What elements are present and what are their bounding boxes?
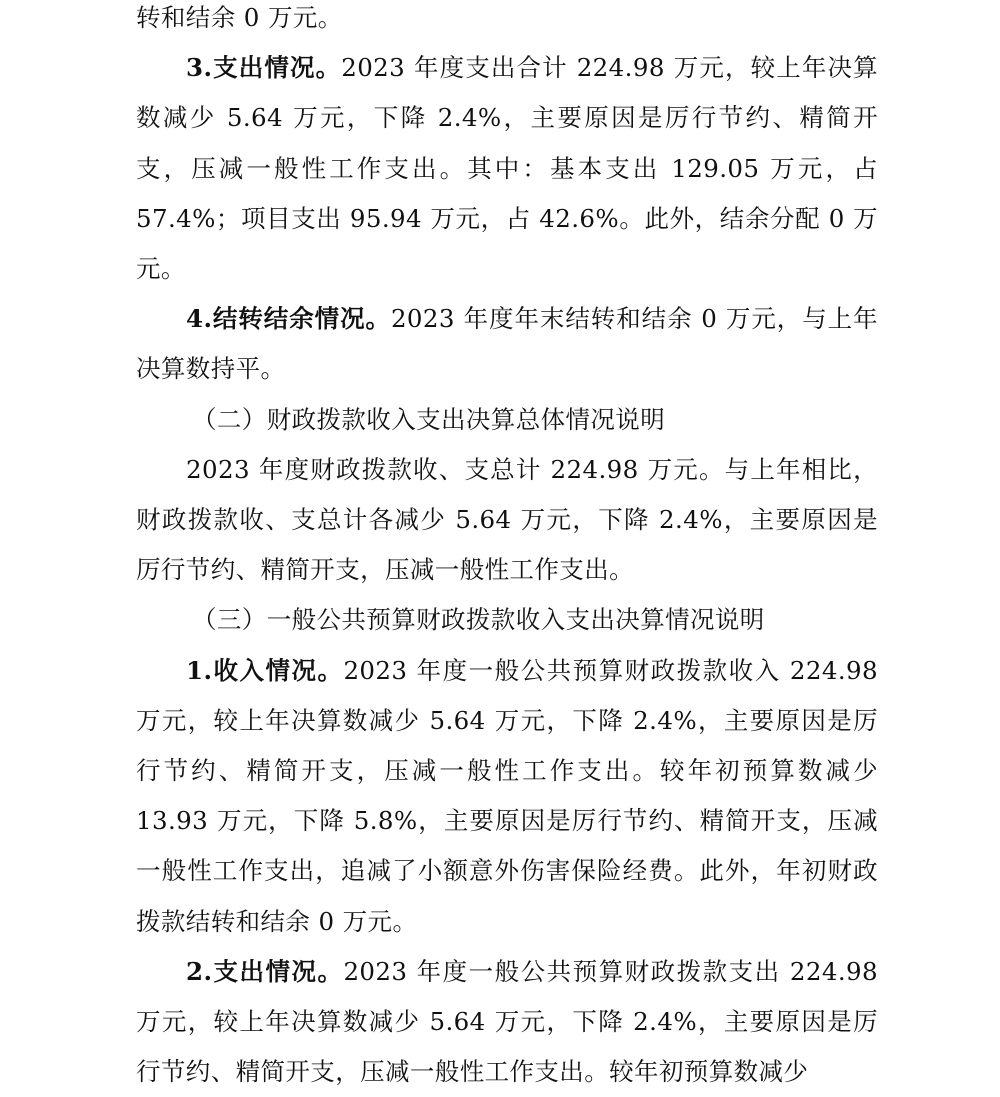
paragraph-general-expenditure [136, 947, 878, 1097]
paragraph-text: 2023 年度一般公共预算财政拨款收入 224.98 万元，较上年决算数减少 5.64 万元，下降 2.4%，主要原因是厉行节约、精简开支，压减一般性工作支出。较年初预算数减少 13.93 万元，下降 5.8%，主要原因是厉行节约、精简开支，压减一般性工作支出，追减了小额意外伤害保险经费。此外，年初财政拨款结转和结余 0 万元。 [136, 655, 878, 936]
paragraph-lead: 1.收入情况。 [186, 655, 344, 685]
section-heading-text: （三）一般公共预算财政拨款收入支出决算情况说明 [192, 605, 765, 635]
paragraph-lead: 4.结转结余情况。 [186, 304, 391, 334]
paragraph-text: 2023 年度一般公共预算财政拨款支出 224.98 万元，较上年决算数减少 5.64 万元，下降 2.4%，主要原因是厉行节约、精简开支，压减一般性工作支出。较年初预算数减少 [136, 956, 878, 1087]
paragraph-lead: 3.支出情况。 [186, 53, 342, 83]
paragraph-text: 2023 年度财政拨款收、支总计 224.98 万元。与上年相比，财政拨款收、支总计各减少 5.64 万元，下降 2.4%，主要原因是厉行节约、精简开支，压减一般性工作支出。 [136, 454, 878, 585]
section-heading-text: （二）财政拨款收入支出决算总体情况说明 [192, 404, 666, 434]
paragraph-text: 2023 年度支出合计 224.98 万元，较上年决算数减少 5.64 万元，下降 2.4%，主要原因是厉行节约、精简开支，压减一般性工作支出。其中：基本支出 129.05 万元，占 57.4%；项目支出 95.94 万元，占 42.6%。此外，结余分配 0 万元。 [136, 53, 878, 284]
paragraph-carryover [136, 294, 878, 394]
paragraph-fiscal-overview [136, 445, 878, 596]
paragraph-text: 转和结余 0 万元。 [136, 3, 343, 32]
section-heading-fiscal-overview [136, 395, 878, 445]
paragraph-expenditure [136, 43, 878, 294]
paragraph-lead: 2.支出情况。 [186, 956, 344, 986]
section-heading-general-budget [136, 595, 878, 645]
paragraph-text: 2023 年度年末结转和结余 0 万元，与上年决算数持平。 [136, 304, 878, 384]
document-page [136, 0, 878, 1097]
paragraph-continuation [136, 0, 878, 43]
paragraph-income [136, 646, 878, 947]
